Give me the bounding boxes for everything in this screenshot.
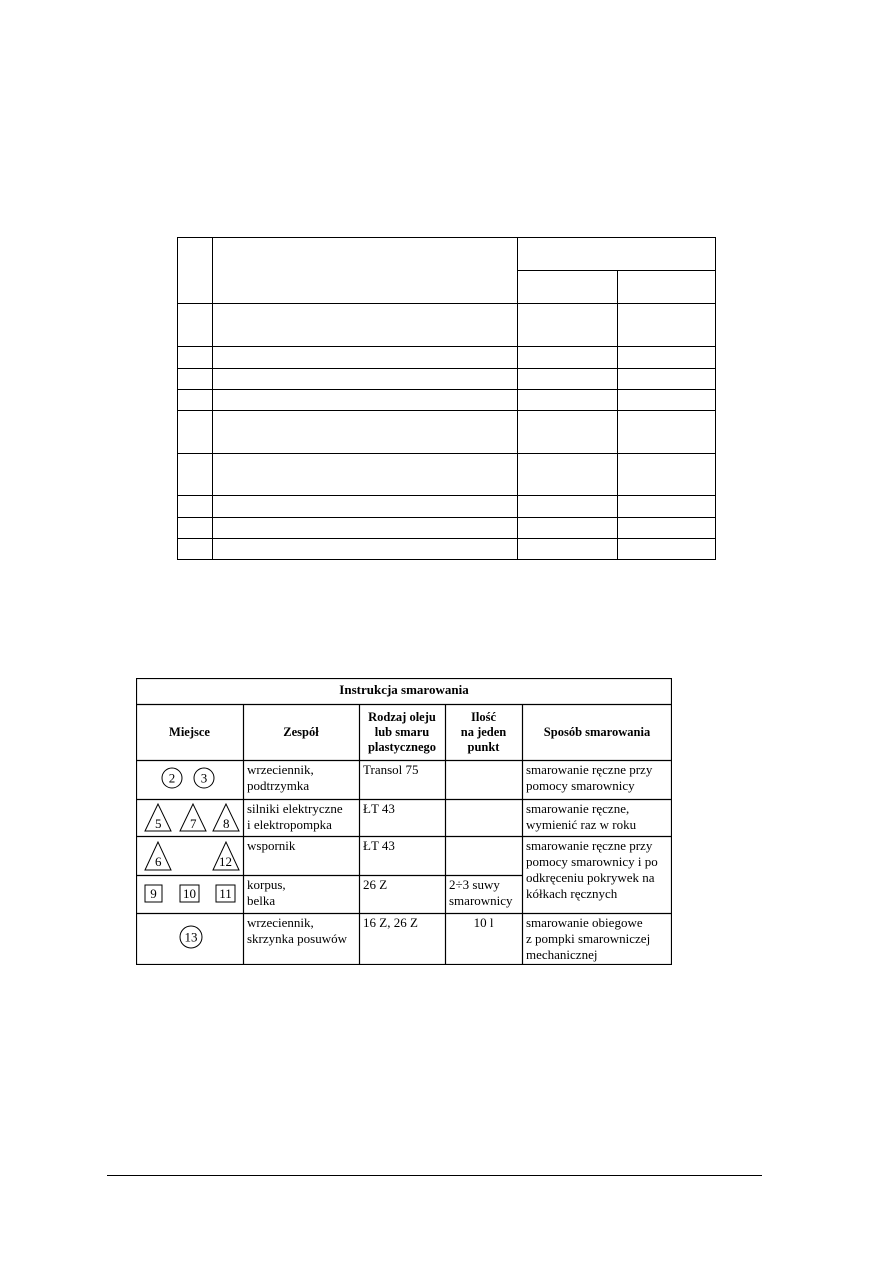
empty-form-grid-lines (177, 237, 716, 560)
svg-text:5: 5 (155, 816, 162, 831)
table-title: Instrukcja smarowania (339, 682, 469, 697)
svg-text:7: 7 (190, 816, 197, 831)
circle-symbol-2 (162, 768, 182, 788)
row-1-oil: Transol 75 (363, 762, 419, 777)
square-symbol-9 (145, 885, 162, 902)
row-4-place-symbols (136, 875, 243, 913)
row-2-method: smarowanie ręczne, wymienić raz w roku (526, 801, 637, 832)
row-5-unit: wrzeciennik, skrzynka posuwów (247, 915, 348, 946)
header-oil-type: Rodzaj oleju lub smaru plastycznego (367, 709, 437, 754)
svg-text:6: 6 (155, 854, 162, 869)
row-1-unit: wrzeciennik, podtrzymka (247, 762, 314, 793)
svg-text:12: 12 (219, 854, 232, 869)
rows-3-4-method: smarowanie ręczne przy pomocy smarownicy i po odkręceniu pokrywek na kółkach ręcznych (526, 838, 658, 901)
row-2-oil: ŁT 43 (363, 801, 395, 816)
row-4-amount: 2÷3 suwy smarownicy (449, 877, 513, 908)
square-symbol-10 (180, 885, 199, 902)
row-5-oil: 16 Z, 26 Z (363, 915, 418, 930)
row-3-unit: wspornik (247, 838, 296, 853)
svg-text:2: 2 (168, 770, 176, 786)
lubrication-instruction-table (136, 678, 672, 965)
row-5-method: smarowanie obiegowe z pompki smarowniczej mechanicznej (526, 915, 651, 962)
square-symbol-11 (216, 885, 235, 902)
row-4-oil: 26 Z (363, 877, 388, 892)
row-1-place-symbols (136, 760, 243, 799)
row-3-oil: ŁT 43 (363, 838, 395, 853)
row-5-amount: 10 l (473, 915, 494, 930)
footer-rule (107, 1175, 762, 1176)
row-1-method: smarowanie ręczne przy pomocy smarownicy (526, 762, 653, 793)
row-2-unit: silniki elektryczne i elektropompka (247, 801, 343, 832)
row-4-unit: korpus, belka (247, 877, 286, 908)
header-method: Sposób smarowania (543, 724, 651, 739)
svg-text:11: 11 (219, 886, 232, 901)
header-amount: Ilość na jeden punkt (460, 709, 507, 754)
svg-text:3: 3 (200, 770, 208, 786)
empty-form-grid (177, 237, 716, 560)
row-2-place-symbols (136, 799, 243, 836)
row-3-place-symbols (136, 836, 243, 875)
svg-text:13: 13 (184, 929, 198, 945)
circle-symbol-13 (180, 926, 202, 948)
svg-text:9: 9 (150, 886, 157, 901)
row-5-place-symbols (136, 913, 243, 965)
header-unit: Zespół (283, 724, 319, 739)
header-place: Miejsce (169, 724, 210, 739)
svg-text:10: 10 (183, 886, 196, 901)
svg-text:8: 8 (223, 816, 230, 831)
circle-symbol-3 (194, 768, 214, 788)
